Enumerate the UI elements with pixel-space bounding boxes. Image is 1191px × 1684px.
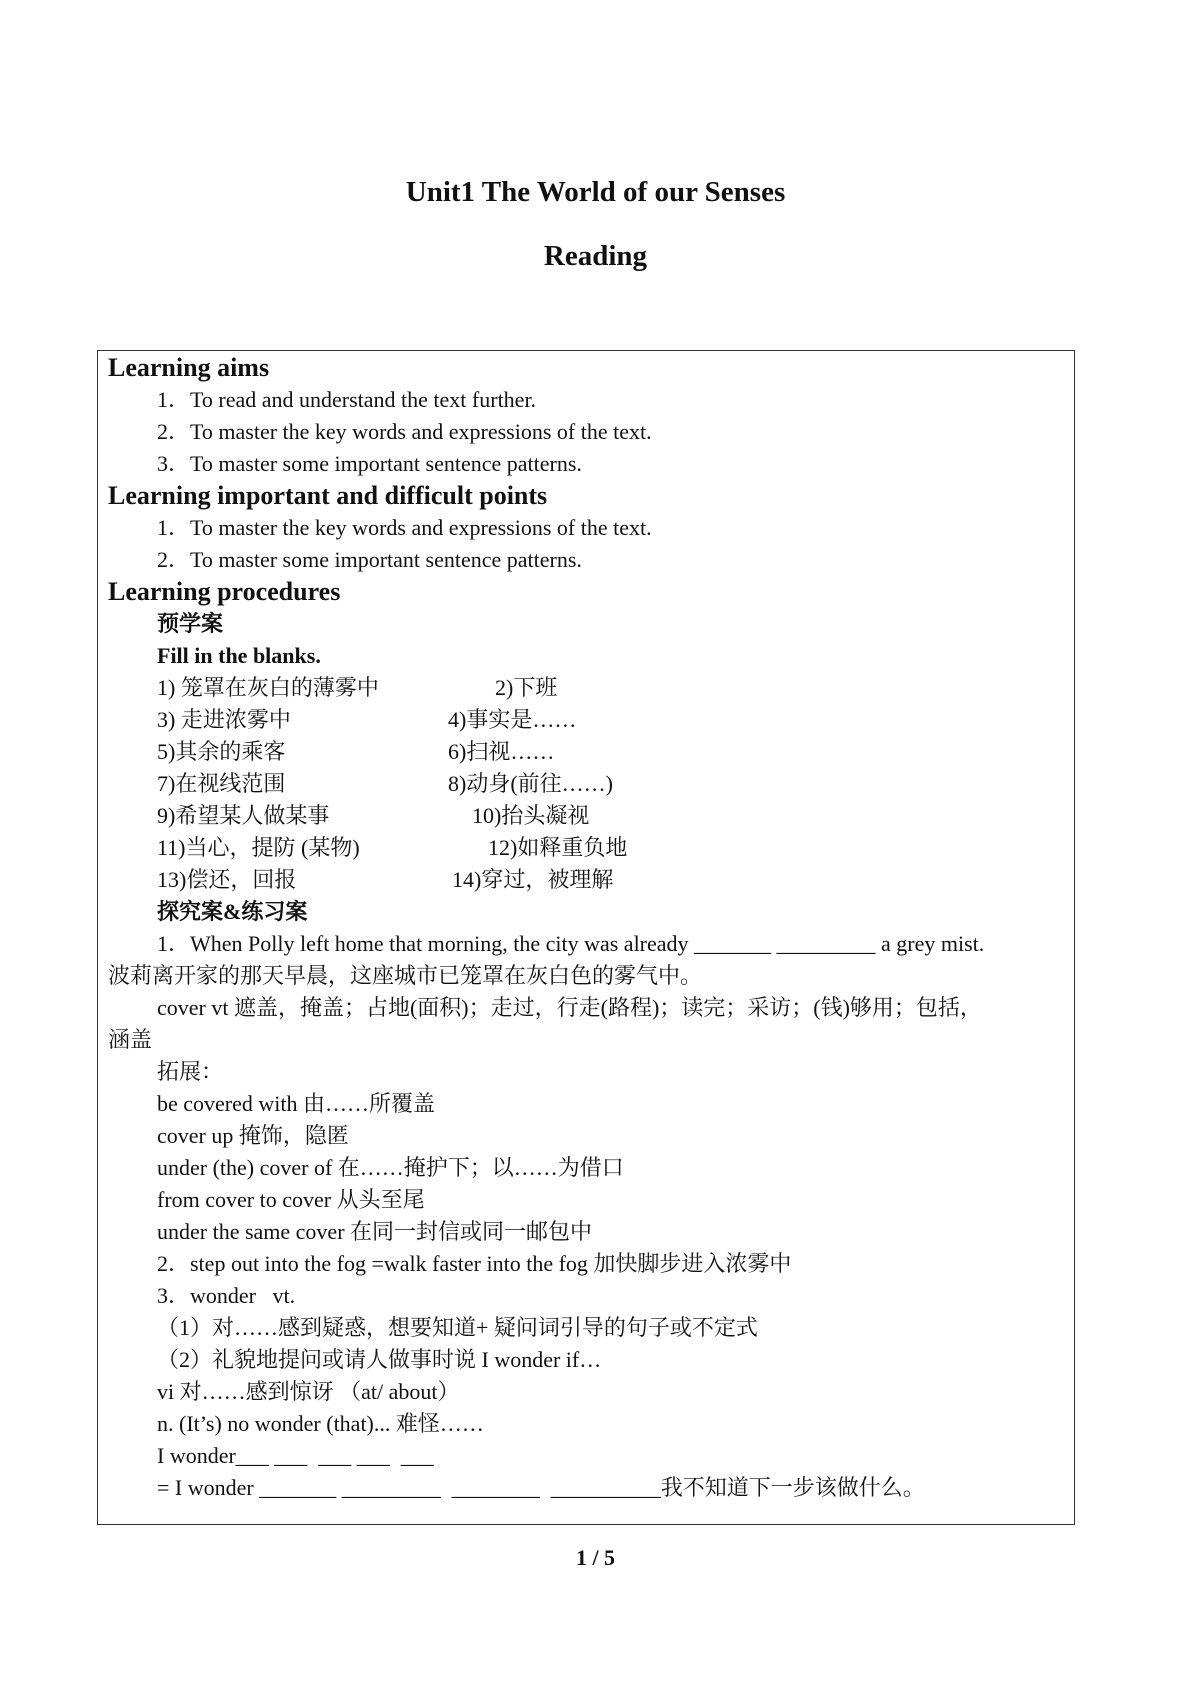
document-subtitle: Reading (543, 240, 648, 272)
text-line: 5)其余的乘客 (157, 739, 286, 764)
text-line: 3) 走进浓雾中 (157, 707, 291, 732)
text-line: 7)在视线范围 (157, 771, 286, 796)
text-line: under the same cover 在同一封信或同一邮包中 (157, 1219, 593, 1244)
page-number: 1 / 5 (575, 1545, 616, 1570)
text-line: 8)动身(前往……) (448, 771, 613, 796)
text-line: 3．wonder vt. (157, 1283, 296, 1308)
text-line: 9)希望某人做某事 (157, 803, 330, 828)
text-line: 2．step out into the fog =walk faster into the fog 加快脚步进入浓雾中 (157, 1251, 792, 1276)
text-line: 1．To read and understand the text further. (157, 387, 537, 412)
text-line: 11)当心，提防 (某物) (157, 835, 360, 860)
text-line: from cover to cover 从头至尾 (157, 1187, 425, 1212)
text-line: be covered with 由……所覆盖 (157, 1091, 435, 1116)
text-line: I wonder___ ___ ___ ___ ___ (157, 1443, 434, 1468)
text-line: 14)穿过，被理解 (452, 867, 614, 892)
text-line: 6)扫视…… (448, 739, 555, 764)
text-line: （1）对……感到疑惑，想要知道+ 疑问词引导的句子或不定式 (157, 1315, 758, 1340)
text-line: 4)事实是…… (448, 707, 577, 732)
text-line: 3．To master some important sentence patterns. (157, 451, 582, 476)
text-line: 13)偿还，回报 (157, 867, 297, 892)
subsection-heading: 预学案 (157, 611, 224, 636)
text-line: 1) 笼罩在灰白的薄雾中 (157, 675, 379, 700)
text-line: 波莉离开家的那天早晨，这座城市已笼罩在灰白色的雾气中。 (108, 963, 703, 988)
document-title: Unit1 The World of our Senses (405, 176, 786, 208)
text-line: 涵盖 (108, 1027, 153, 1052)
text-line: 2)下班 (495, 675, 558, 700)
section-heading: Learning procedures (108, 577, 341, 606)
text-line: （2）礼貌地提问或请人做事时说 I wonder if… (157, 1347, 602, 1372)
text-line: 2．To master the key words and expressions of the text. (157, 419, 652, 444)
subsection-heading: 探究案&练习案 (157, 899, 308, 924)
section-heading: Learning important and difficult points (108, 481, 548, 510)
text-line: cover vt 遮盖，掩盖；占地(面积)；走过，行走(路程)；读完；采访；(钱)够用；包括， (157, 995, 982, 1020)
subsection-heading: Fill in the blanks. (157, 643, 321, 668)
text-line: = I wonder _______ _________ ________ __________我不知道下一步该做什么。 (157, 1475, 925, 1500)
text-line: vi 对……感到惊讶 （at/ about） (157, 1379, 460, 1404)
text-line: 12)如释重负地 (488, 835, 628, 860)
text-line: n. (It’s) no wonder (that)... 难怪…… (157, 1411, 484, 1436)
text-line: 10)抬头凝视 (472, 803, 590, 828)
text-line: 1．When Polly left home that morning, the city was already _______ _________ a grey mist. (157, 931, 985, 956)
text-line: under (the) cover of 在……掩护下；以……为借口 (157, 1155, 624, 1180)
section-heading: Learning aims (108, 353, 270, 382)
text-line: 拓展： (157, 1059, 224, 1084)
text-line: 1．To master the key words and expressions of the text. (157, 515, 652, 540)
text-line: cover up 掩饰，隐匿 (157, 1123, 349, 1148)
text-line: 2．To master some important sentence patterns. (157, 547, 582, 572)
